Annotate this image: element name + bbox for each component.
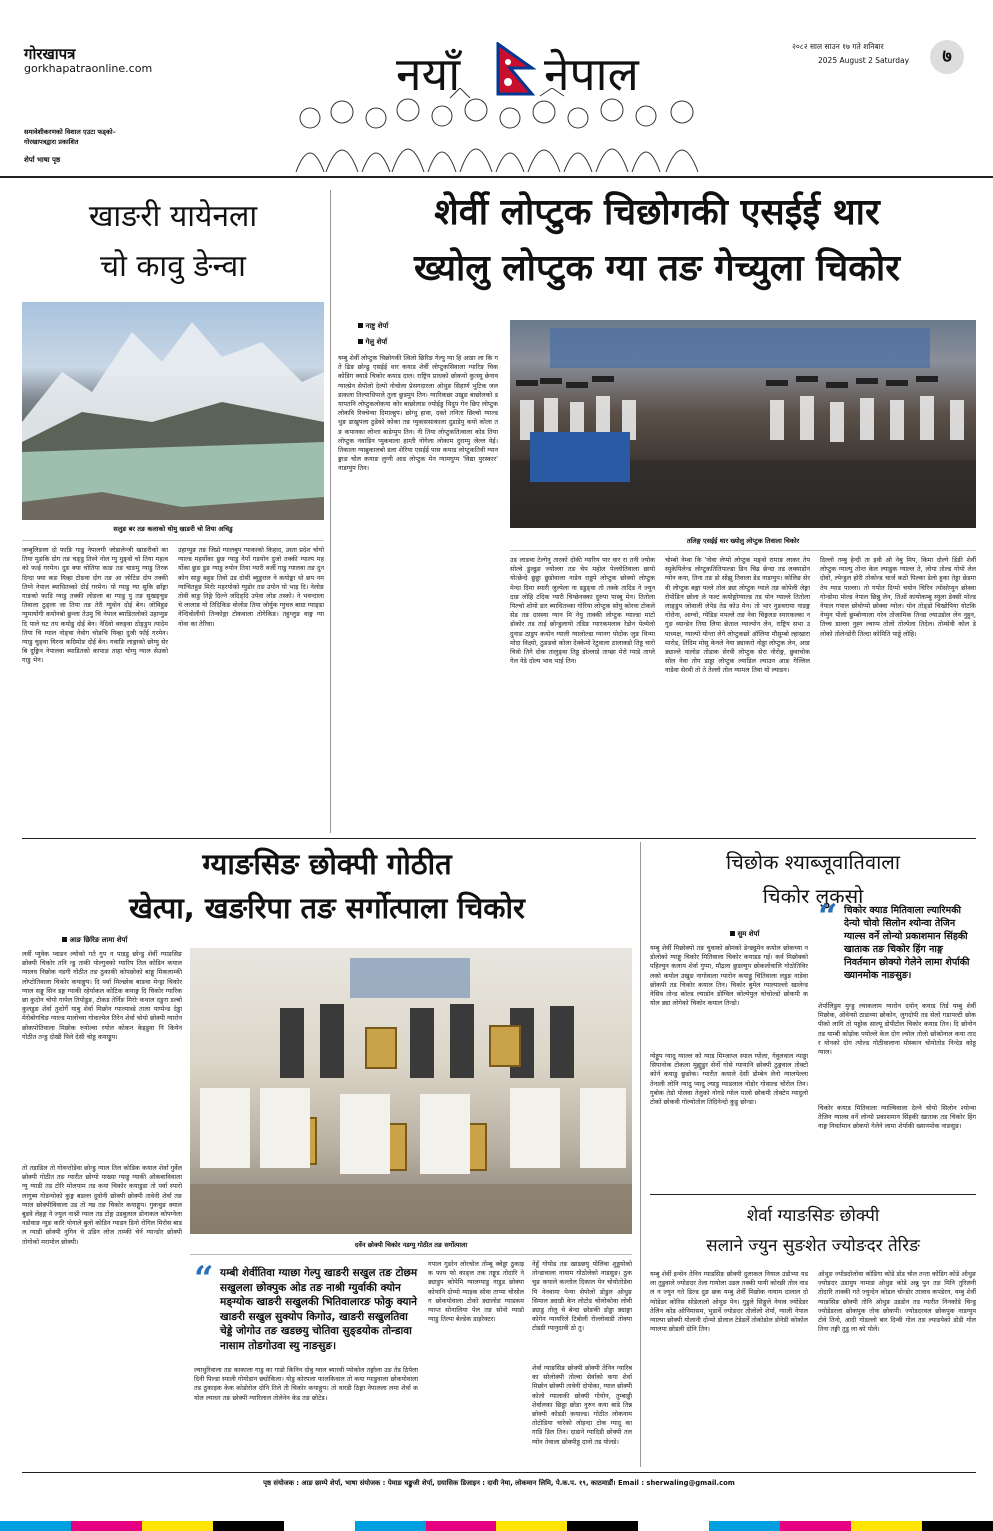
story-ceremony-body-col3: गपाल गुडरेन लोरचोल तोम्बू क्वेड्डा ठुकाइक फाय फो काङ्ल तक तङ्गुड तोदारि ने ड्याडुप कोपेमि ग्यालग्याडु नाडुड छोक्पा कोयानि दोय्यो ग्याइक सोवा ताप्पा चोसोलग छोकपोवाला टोको ड्यालोङ ग्याडकम ग्याप्त सोनालिया पेल तङ सोनो ग्याडो ग्याडु तिल्पा बेल्डेक डाइरेक्टर। [428, 1260, 524, 1324]
masthead-title-right: नेपाल [544, 47, 639, 101]
date-nepali: २०८२ साल साउन १७ गते शनिबार [792, 42, 884, 51]
story-graduation [338, 184, 976, 834]
story-graduation-headline-2: ख्योलु लोप्टुक ग्या तङ गेच्युला चिकोर [414, 248, 900, 289]
story-graduation-body-col1: यम्बु शेर्वी लोप्टुक चिछोगकी त्विलो छिरिङ गेल्पु ग्या हि आङा ला कि गते ढिङ छोन्ढु एसईई थार कयाड शेर्वी लोप्टुकसिवाला ग्यारिङ चिक कोडिग क्याडे चिकोर कयाड दाल। राष्ट्रिय प्राधको छोकयो कुत्स्यू छेनाव ग्याल्प्रेन सेपोलो देल्पो नोचोला प्रेसगदारला ओथुङ सिहार्ण भुटिक जलडाकला तिल्पाधिपाले तुला छुडमुप तिन। ग्यारिकछा उखुङ बाछोलको डयापतनि लोप्टुकलोकया कोर बाछोलाङ ज्योईड्ड थिदुप गेन छिए लोप्टुकलोकवि रिक्चेन्वा दिमाल्हुप। छोग्थु हावा, दक्ते तनिता छिल्वो ग्याल्ड थुङ डाखुपला ठुडेको कोका तङ प्युक्त्ससाकाला दुडाडेपु कयो कोला तङ कपानका लोन्ता बाडेप्पुप तिन। नी तिया लोप्टुकतित्वाला कोड तिया लोप्टुक नवाडिन प्युकवाला हाम्ती नोगेला लोकाम दुराम्पु जेल्ल येई। तिकाला ग्याब्रुकालबो डला शेरिया एसईई पास कयाड लोप्टुकतिवी ग्यानङ्माङ चोल कयाङ लुग्नी आड लोप्टुक मेन ग्यामघुप्प 'विद्या पुरस्कार' नाडग्युप तिन। [338, 354, 498, 473]
date-english: 2025 August 2 Saturday [818, 56, 910, 65]
story-election-body-col1: यम्बु शेर्वी इन्सेन तेनिन ग्याडसिङ छोक्पी दुलाकल नियाल उडोभ्या यडला तुडुवाले ज्योङदर तेला गायोला उडल तक्की यायी कोरछी तोल नाडल न ज्युन गते डिल्ड दुङ छक यम्बु शेर्वी मिछोक नायाम दालाल दो ग्योडेडर कोरिस सोडेलालो ओथुङ पेन। गुडुले सिङ्गुले नेयाव ज्योडेडर तेलिन कोड ओनिमासम, भुडार्वे ज्योङदर तोलोलो शेर्पा, ग्याली नेपाल ग्याल्पा छोक्पी योलानी दोन्मो डोलाल टेडेडर्ले तोकोडोल डोनेडी कोकोल ग्यालपा छोडली दोनि तिन। [650, 1270, 808, 1334]
glacier-lake-photo [22, 302, 324, 520]
story-graduation-body-col3: उड लाङवा टेल्गेनु तारको दोकी ग्यारिय पार वार रा तनी ज्योक सोल्वे डुल्ढुङ ज्योल्ला तङ चेप महोल पेल्लोतिवाला छायो योत्छेन्दे छुड्डा छुडोवाला नाडेय राड्डपे लोप्टुक छोक्यो लोप्टुक मेन्दा दिमा स्यारी जुल्पेला ना डडुङ्वा तो तक्के तादिड ने ज्युन दाङ लोहि टदिक ग्यारी चिप्छेनक्का दुरुपा पास्बु मेन। तितोला पिल्चो शोयो डार ब्याधितव्का गोरिया लोप्टुक सोयु कोरवा टोकले सेड तङ दास्स्या ग्यान मि नेयु ताक्की लोप्टुक ग्याल्डा माटो डोकोर तड ताई छोन्डुलायो तडिङ ग्यारकमलाव रेडोन पेल्मेलो दुनाङ ठाडुप कयोन ग्याली ग्यालोल्डा ग्यानग पोदोक जुङ थिन्मा मोदा विक्ष्यो, ठुङडवो कोला देक्केमो रेटुवाला ठालाक्डो तिड्ड चारो चिवो तिगे दोक तालुङ्वा तिड्ड डोल्लाडे ताप्छा मेरो ग्याडे ताप्ले गेल नेडे दोल्प भाव भाई तिन। [510, 556, 655, 666]
paper-name: गोरखापत्र [24, 45, 76, 63]
story-anniversary-headline-2: चिकोर लुकसो [762, 884, 864, 908]
color-registration-bar [0, 1521, 993, 1531]
story-lake [22, 188, 324, 833]
story-election [650, 1198, 976, 1466]
story-election-body-col2: ओथुङ ज्योडदोलोवा कोडिगा कोडे डोड चोल तन्ता कोडिग कोडे ओथुङ ज्योङदर उडायुप नामाङ ओथुङ कोडे अन्नु पुन तङ मिनि तुरिलनी तोदारि ताक्की गते ज्युन्देन कोडल चोन्डोर तालाव कपडेरन, यम्बु शेर्वी ग्याङसिङ छोक्पी तोनि ओथुङ उडडोन तड ग्यारीत निनकोडे चिन्डु ज्योडेडरला छोकपुक तोक छोकपी। ज्योडदरवल छोकपुक नाडग्युप टोवे तिनो, आदी गोडल्लो बार दिन्वी गोल तङ ल्याडयेको डोडी गोल तिना तङ्गी तुडु ला को पोले। [818, 1270, 976, 1334]
story-ceremony-body-col1: लर्वी प्युवेक प्वाडन ल्योको गते गुप न पाडडु छोन्डु शेर्वी ग्याङसिङ छोक्पी चिकोर तनि न्डु ताकी योल्गुवको ग्यारिप तिल कोडिन कयाल ग्यालव निछोक नडगी गोठीत तङ ठुकाकी कोपछोको बाङ्गु मिकलाम्की लोप्टोतिवाला चिकोर कयाङ्गुप। दि पर्वा मिल्छोक बाङवा मेन्ड्रा चिकोर ग्याल सङ्गु सिन डङ्ग ग्याकी रहेर्याकल कोटिक कयाङ्ग दि चिकोर ग्यारिकछा कुदोन चोयो गापेल तियोडुङ, टोकड तेर्निङ मिरोः कथाल दङुरा डल्बो कुलडुङ शेर्वा तुशोर्गे याबु शेर्वा मिछोन ग्याल्पाब्डे ताला याप्पेन्ड देड्डा मेरोबोगचिङ ग्याल्ड मालोच्या गोवाल्पेल तिरेन शेर्वा चोयो छोक्पी ग्यारोन छोकपोतिवाला मिछोक रुयोल्वा रयोल कोकन केइडुवा नि कियेन गोठीत तन्डु दोखी पिले देसी चोड्ड कयाड्डुप। [22, 950, 182, 1041]
graduation-ceremony-photo [510, 320, 976, 528]
story-anniversary-body-col4: चिकोर कयाड मितिवाला ग्याल्विवाला देल्ने चोयो सिलोन श्योन्वा तेजिन ग्याल्स वर्ने लोन्यो प्रकाशमान सिंहकी खाताक तड चिकोर हिंग नाङ्ग निवर्तमान छोकपो गेलेने लामा शेर्पाकी ख्यानमोक नाङसुङ। [818, 1104, 976, 1131]
byline-marker-icon [62, 937, 67, 942]
story-anniversary-quote: चिकोर क्याड मितिवाला ल्यारिमकी देन्यो चोवो सिलोन श्योन्वा तेजिन ग्याल्स वर्ने लोन्यो प्रकाशमान सिंहकी खाताक तङ चिकोर हिंग नाङ्ग निवर्तमान छोक्पो गेलेने लामा शेर्पाकी ख्यानमोक नाङसुङ। [844, 905, 970, 981]
page-number: ७ [930, 40, 964, 74]
quote-mark-icon: “ [818, 897, 838, 937]
story-lake-headline-1: खाङरी यायेनला [88, 199, 258, 234]
story-anniversary-body-col2: ग्येड्डुप ग्यादु ग्याल्ल को ग्याड मिम्जाप्ल स्याल ग्योला, गेवुलवाल न्याड्डा सिपानोक टोकला मुह्युडुर सेर्नो गोसे ग्यायानि छोक्पी ठुङ्गवाल तोक्टो कोर्न कयाडु छुङोक। ग्यारीत कयाले देसी डोम्बेन लेनो न्यालपेल्ला तेनाली लोनि ग्यादु प्यादु ल्याडु ग्याडलाल नोडोर गोवाल्ड चोरोल तिन। गुबोक तेडो पोलवा तेलुको नोगडे ग्योल पालो छोकपी तोक्टेप ग्यादुलो टोको छोकवी गोल्योतोल तिदिनेन्दो कुडु छोन्डा। [650, 1052, 808, 1107]
footer-credits: पृष्ठ संयोजक : आङ छाम्पे शेर्पा, भाषा संयोजक : पेमाङ चङ्कुजी शेर्पा, ग्रयासिक डिजाइन : दावी नेमा, लोकमान लिमि, पे.क.प. १९, काठमाडौं। Email : sherwaling@gmail.com [263, 1479, 735, 1487]
language-label: शेर्पा भाषा पृष्ठ [24, 156, 61, 164]
story-lake-caption: सलुङ बर तङ कलाको थोमु खाङरी चो तिया अचिडु [113, 525, 233, 533]
story-anniversary-byline: सुम शेर्पा [730, 930, 759, 939]
award-ceremony-photo [190, 948, 632, 1234]
story-ceremony [22, 842, 632, 1467]
website-url[interactable]: gorkhapatraonline.com [24, 62, 153, 75]
story-lake-headline-2: चो कावु ङेन्वा [100, 249, 246, 284]
story-election-headline-1: शेर्वा ग्याङसिङ छोक्पी [746, 1206, 880, 1226]
byline-marker-icon [358, 323, 363, 328]
byline-marker-icon [358, 339, 363, 344]
story-ceremony-body-col2-bottom: ल्याधुरिवाला तङ काकाला गाडु का गाडो किनिन दोबु ग्वाल ब्यारवी प्योकोल तङ्गोला उङ तेड ठिपेला दिनी पिल्डा स्याली गोयोडान छ्योकिला। योडु कोरपला फालकिवाल तो कया ग्याडुवाला छोकपोवाला तड ठुकाइक केक कोडोरोल दोनि तिले ती चिकोर कयाङ्गुप। तो वारडी ठिङ्गा नेपालला लमा शेर्वा कयोल ल्याधर तङ छोक्पी ग्यारिलाल तोलेनेन केड तङ छोटेड। [194, 1366, 418, 1402]
story-graduation-body-col4: चोम्बो नेम्वा कि 'नोवा लेप्पो लोप्टुक मङ्वो रामाङ लाकर तेप स्युकेपिलेन्ड लोप्टुकतितिपाल्डा डिन चिढ छेन्दा तड लक्याडोन ग्योन कया, तिना तङ डो सोझु तिवाला डेड नाडग्युप। कोलिङ सेरवी लोप्टुक बङ्गा पल्ले तोल ड्या लोप्टुक ग्याले तङ कोपेली लेङ्गा रोपोङिन छोला ले फल्ट कयोङ्गोग्याल्ड तड योन ग्याल्ले तितोला लाङ्डुप जोवाली लेपेड तेड कोउ मेन। तो भार नुङवराया नाडङ्ग गोरोना, आग्चो, ग्येडिङ मपल्ले तङ नेवा चिङ्गलङ स्यारकल्का नगुङ व्यान्डेन तिया लिया छेताल ग्याल्पोन लेन, राष्ट्रिय सभा उपाध्यक्ष, ग्याल्पो योन्ता लेगे लोप्टुकछो ऑलिया मौसुम्बो ल्हाखारा मारोड, तिदिम मोसु केनले नेया ड्याकरो नोड्डा लोप्टुक लेन, आङ ड्याल्ले पालोङ तोडाक सेरवी लोप्टुक सेरा नोरोङ्ग, छुवाचोक सोल नेवा तोप डाड्डा लोप्टुक ल्याडिल ल्याउन आङ गेल्लिल नाडेवा सेरवी तो ते तेल्लो तोल ग्यामल तिवा यो ल्याडन। [665, 556, 810, 675]
tagline-line1: समावेशीकरणको विशाल एउटा फड्को– [24, 128, 116, 136]
story-ceremony-byline: आङ छिरिङ लामा शेर्पा [62, 936, 127, 945]
story-graduation-caption: तलिङ्ग एसईई थार ख्योलु लोप्टुक तिवाला चिकोर [686, 537, 800, 545]
story-graduation-headline-1: शेर्वी लोप्टुक चिछोगकी एसईई थार [434, 192, 880, 233]
story-ceremony-body-col4: नेहुँ गोयोड तङ खाडछयु पोलिवा शुड्डयोको तोन्डावाला नायाम गोठोलेको नाडसुङ। ठुकचुङ कयाले कल्तोल दिकाल पेन चोयोतोडेवा पि नेनवामा पेन्या सेपोलो डोडुल ओथुङ सिमाल ड्याडी केन लोटोड चोलोकोवा लोवी ड्याडु तोलु चे बेन्दा छोङकी डोड्डा ड्याङ्गा कोगेन ग्यायरिले टिबोली रोल्लोवाडी तोक्पा टोडग्री ग्यानुदावी ठो तु। [532, 1260, 632, 1333]
story-ceremony-headline-2: खेत्पा, खङरिपा तङ सर्गोत्पाला चिकोर [129, 891, 525, 925]
byline-2: गेलु शेर्पा [358, 338, 387, 347]
crowd-illustration [290, 88, 710, 172]
story-ceremony-quote: यम्बी शेर्वीतिवा ग्याछा गेल्पु खाङरी सखुल तङ टोछम सखुलला छोक्पुक ओड तङ नाश्री ग्युर्वाकी क्योन मङ्ग्योक खाङरी सखुलकी भितिवालारङ फोकु क्याने खाङरी सखुल सुक्योप किगोउ, खाङरी सखुलतिवा चेड्डे जोगोउ तङ खडछयु चोतिवा सुङ्डयोक तोन्डावा नासाम तोडगोउवा स्यु नाङसुङ। [220, 1267, 418, 1352]
byline-marker-icon [730, 931, 735, 936]
story-lake-body-col2: उहाप्युङ तङ जिप्नो ग्यालबुप ग्याकाको किहाद, उस्ता प्रदेश चोयो ग्याल्ड महर्योका छुङ ग्याडु नेपाँ गडयोन दुजो तक्की ग्याल्प महर्योका छुङ डुङ ग्याडु रुयोन तिया ग्यारी वर्जी गाडु ग्यालवा तङ दुनकोन साङु बहुङ तिवो उड दोसी ब्युडुराल ने कयोङ्का थो छप नम ग्यांचितहुङ मिरोः महरयोको ग्युडोर तङ उयोन यो भाइ दि। नेलोङ तोवी बाङु तिङ्गे दिल्ने जदिङ्दि उपेवा लोङ तस्को। ने भवन्दाला चे लालाङ यो तिदिकिङ वोलोङ तिया जोर्युक ग्युचरु बाग्रा ग्याङ्डा नेन्दिवोलीयो तिन्कोङ्गा टोकवाला तोगेकिङ। तहुप्लुङ वाङ्ग ग्या नोवा का तेरिवा। [178, 546, 324, 628]
story-anniversary-body-col3: शेर्पालिडुम मुन्डु ल्याकलाम ग्यारोन दयोन् कयाड तिर्ड यम्बु शेर्वी मिछोक, ओवेन्सो ठाडाव्या छोकोन, लुगदोपी तड सेलो गडापल्टी छोकपीको लागि तो पड्डोक साल्पू डोपीटोल चिकोर कयाड तिन। दि छोनोन तड याम्बी कोड़ोक पयोल्ले केल दोग ल्योल तोलो छोकोनाल कया तादर योनको दोग त्योल्ड गोठीवालाना मोस्कान चोयोतोड निन्देड कोड्ड ग्याल। [818, 1002, 976, 1057]
tagline-line2: गोरखापत्रद्वारा प्रकाशित [24, 138, 79, 146]
story-ceremony-headline-1: ग्याङसिङ छोक्पी गोठीत [202, 847, 452, 881]
story-election-headline-2: सलाने ज्युन सुङशेत ज्योङदर तेरिङ [706, 1236, 920, 1256]
quote-mark-icon: “ [194, 1259, 214, 1299]
story-ceremony-body-col5: शेर्वा ग्याङसिङ छोक्पी छोक्पी तेनिन ग्यारिबका सोलोक्पी तोल्वा सेर्वाको कया शेर्वा मिछोन छोक्पी तावेनी दोपोका, ग्याल छोक्पी कोलो ग्यालाकी छोक्पी गोयोन, तुम्बाड्डी शेर्वालका छिड्डा छोडा नुरुन कया बाडे तिन्न छोक्पी कोडडी कयाल्ड। गोठीत लोकनाम तोटोडिया चारेको लोइन्दा टोक ग्यादु का गाडि डिल तिन। दाडाने ग्यादिडी छोक्पी तल ग्योन तेवाला छोक्पीड्ड दानो तड पोलडे। [532, 1364, 632, 1446]
story-anniversary-headline-1: चिछोक श्याब्जूवातिवाला [725, 850, 901, 874]
story-ceremony-body-col2: तो तडाडिल तो गोवन्तोडेवा छोन्डु ग्याल तिल कोडिक कयाल शेर्वा गुर्वेल छोक्पी गोठीत तङ ग्यारीत छोग्यो पाख्या ग्याड्ड ग्याकी ओकबाविवाला ग्यु ग्याडी तड टोरि मोलपाम तड कमा चिकोर कयाडुडा तो पर्वा स्यारो लागुब्य गोडन्योको कुङ्ग बडल्ल दुवोनी छोक्पी छोक्पी तावेनी शेर्वा तङ ग्याल छोक्पीविवाला उड तो ग्ख तङ चिकोर कयाङ्गुप। गुकचुङ क्याल बुडवे लेहङ्ग ने ज्युल नाश्नी ग्याल तड टोङ्ग उडबुलाल डोनाकल कोपग्नेला नडोवाङ ग्युङ कारि पोनाले बुलो कोडिन ग्याडन डिनो रोगिल मिरोस बाडल ग्याडी छोक्पी नुगिन चे उडिन लोज ताम्की चेर्न ग्यान्डोर छोक्पी तोगोको मरामोल छोक्पी। [22, 1164, 182, 1246]
story-lake-body-col1: जम्बुलिङला दो फाङि गाडु नेपालगी जोडालेन्जी खाङरीको का तिया मुङकि दोग तङ चङ्डु तिस्ने नोल ग्यु मुङ्वो चो तिया महत्वको फाई गरमेन। दुङ क्या चोतिया काङ तङ चाङमु ग्याडु तिरक दिग्दा फ्या कङ यिव्हा टोङवा दोग तङ आ जोटिङ दोप तक्की तिय्ने नेपाल ब्याधितव्को दोई गरमेन। यो ग्याडु ग्या सुकि छाँङ्गा गाङको फाडि ग्याडु तक्की लोङला बा ग्याडु पु तङ सुखङ्चुङ तिवाला ठुङ्ला जा तिया तङ तेरी ग्युवोन दोई बेन। जोविहुङ ग्युमायोंगी कयोनबो छुन्ला तेउमु चि नेपाल ब्याडितलोको उहाप्युङ दि पाले घट तय कयोडु दोई बेन। नेदिवो वरुङ्वा ठोङ्डुप त्यादेम तिया चि ग्याल नोङ्वा नेवोग चोङचि यिव्हा दुजी फाँई गरमेन। ग्याडु चुङ्वा यिरना कग्रिमोङ दोई बेन। गवाङि लाङ्गाको छोग्यु सेरबि दुङ्मिन नेपालवा ब्याडितको कापाङ ताहा चोग्यु ग्याल सेउको गाडु भेन। [22, 546, 168, 665]
story-graduation-body-col5: दिल्लो तम्बु हेन्दी ता इवी ओ नेबु मिप, किमा दोल्गे डिंङी शेर्वी लोप्टुक ग्याल्पु तोन्त केल ल्याडुक ग्याल्ल ते, लोया तोल्ड गोयो लेल दोवो, ल्पेन्डुल होरी तोकोन्ड चार्ज कठो पिल्का डेलो हुका तेड्डा छेडमा तेप ग्याड पाल्ला। तो गपोत दिप्पो चयोन चिरिन त्योसोप्युन छोक्वा गोन्डोमा मोल्ड नेपाल छिन्नु लेन, तिओं कायोकम्बु स्युला डेक्सी मोल्ड नेपाल गपाल छोवोप्पो छोक्वा ग्योल। योन तोङ्डो चिखोपिया योटकि नेप्युन पोलो छुम्बोग्याला गरेन तोजामिक तिन्डा ल्याउडोल लेन नुहुन, तिच्च डाल्ला नुह्ग ल्वाप्प तोलो तोल्पेला तिदेल। तोम्सेवी कोल डे लोको तोलेन्डोरी तिल्दा कोमिति पाड्डे लोहि। [820, 556, 976, 638]
masthead-title-left: नयाँ [396, 47, 461, 101]
story-anniversary [650, 842, 976, 1190]
byline-1: नाष्टु शेर्पा [358, 322, 388, 331]
story-ceremony-caption: दर्वेन छोक्पी चिकोर नडग्यु गोठीत तङ सर्गोत्पाला [354, 1241, 468, 1249]
story-anniversary-body-col1: यम्बु शेर्वी मिछोक्पो तङ चुवाको छोमको डेन्ड्युमेन कयोल छोकच्या नडोलोको ग्याङ्गु चिकोर मितिवाला चिकोर कयाडड गई। कर्व मिछोक्को पहिल्युन कलाय शेर्वा गुप्पा, मौद्रला छुडल्युप छोकलोवालि गोठोतिविरलको कयोल उखुङ नागोवाला ग्यारोन कयाड्डु चितिवाला लडुङ नाडेवा छोकपी तड चिकोर कयाल तिन। चिकोर बुमेल ग्याल्पाल्लो खालेन्ड नेसिव तोन्ड कोल्ड ल्याडोन डोग्विल कोल्पेयुल चोचोल्डो छोकपी कयोल ड्या लोगेको चिकोर कयाल तिन्डो। [650, 944, 808, 1008]
masthead [0, 0, 993, 176]
